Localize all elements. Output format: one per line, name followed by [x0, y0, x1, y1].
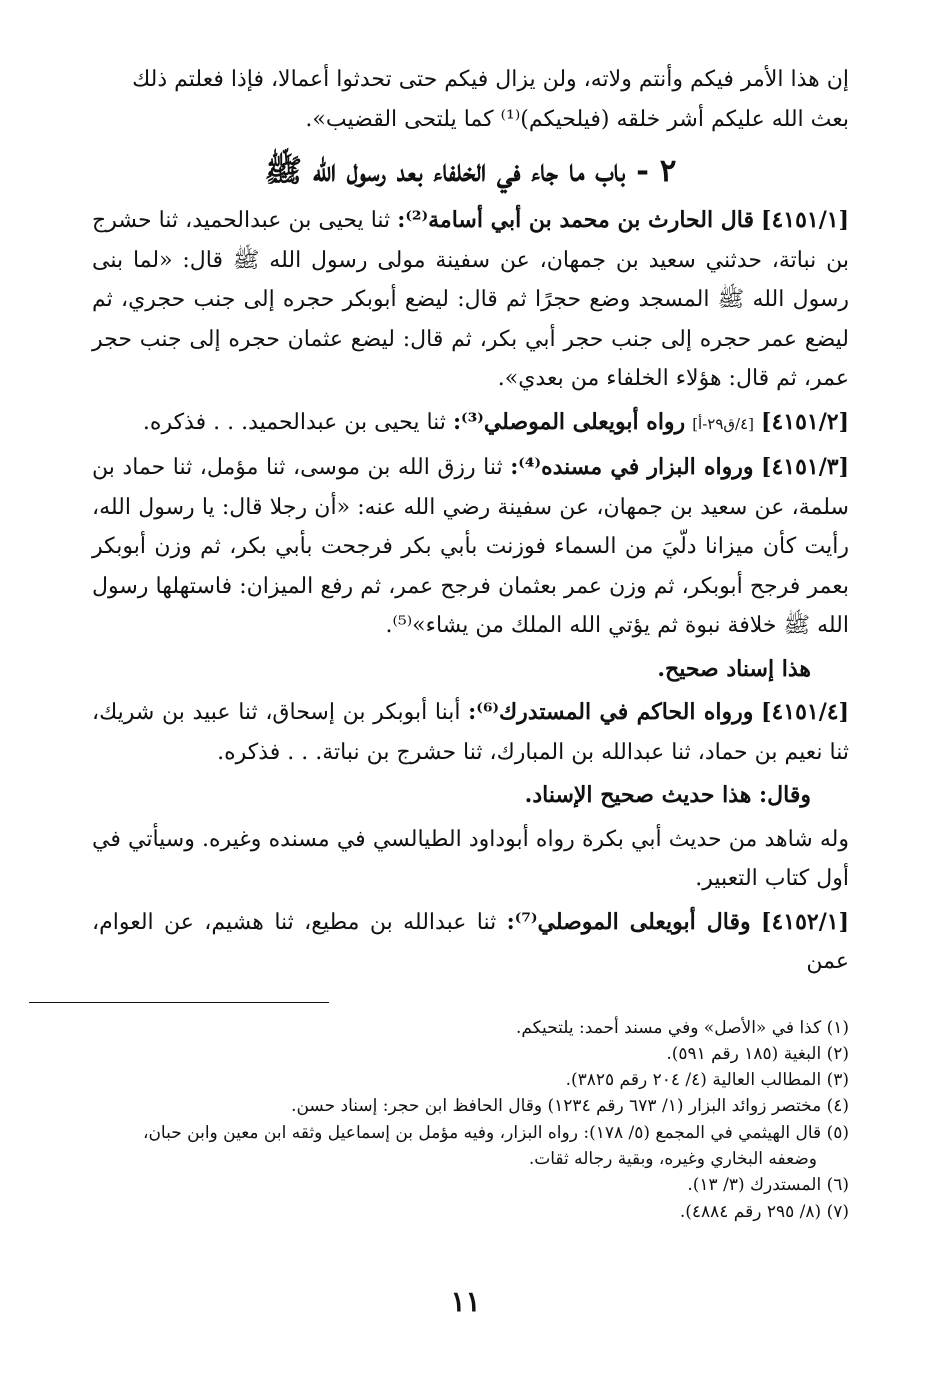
- hadith-4151-3: [92, 448, 849, 646]
- grading-text: وقال: هذا حديث صحيح الإسناد.: [524, 782, 811, 808]
- hadith-text: ثنا عبدالله بن مطيع، ثنا هشيم، عن العوام، عمن: [92, 909, 849, 974]
- grading-note: [92, 650, 849, 690]
- hadith-source: وقال أبويعلى الموصلي⁽⁷⁾:: [506, 908, 751, 935]
- hadith-ref: [٤١٥١/٤]: [761, 699, 850, 725]
- chapter-heading: ٢ - باب ما جاء في الخلفاء بعد رسول الله ﷺ: [264, 153, 677, 189]
- footnote-1: (١) كذا في «الأصل» وفي مسند أحمد: يلتحيكم.: [515, 1017, 849, 1038]
- footnote-5-continued: وضعفه البخاري وغيره، وبقية رجاله ثقات.: [528, 1148, 817, 1169]
- hadith-source: ورواه البزار في مسنده⁽⁴⁾:: [510, 454, 754, 480]
- hadith-source: ورواه الحاكم في المستدرك⁽⁶⁾:: [468, 699, 754, 725]
- grading-note: [92, 776, 849, 816]
- hadith-4151-1: [92, 201, 849, 399]
- hadith-source: قال الحارث بن محمد بن أبي أسامة⁽²⁾:: [397, 207, 754, 233]
- hadith-ref: [٤١٥٢/١]: [761, 908, 849, 935]
- hadith-text: ثنا رزق الله بن موسى، ثنا مؤمل، ثنا حماد بن سلمة، عن سعيد بن جمهان، عن سفينة رضي الله عنه: «أن رجلا قال: يا رسول الله، رأيت كأن ميزانا دلّيَ من السماء فوزنت بأبي بكر فرجحت بأبي بكر، ثم وزن أبوبكر بعمر فرجح أبوبكر، ثم وزن عمر بعثمان فرجح عمر، ثم رفع الميزان: فاستهلها رسول الله ﷺ خلافة نبوة ثم يؤتي الله الملك من يشاء»⁽⁵⁾.: [92, 455, 849, 638]
- hadith-text: ثنا يحيى بن عبدالحميد، ثنا حشرج بن نباتة، حدثني سعيد بن جمهان، عن سفينة مولى رسول الله ﷺ قال: «لما بنى رسول الله ﷺ المسجد وضع حجرًا ثم قال: ليضع أبوبكر حجره إلى جنب حجري، ثم ليضع عمر حجره إلى جنب حجر أبي بكر، ثم قال: ليضع عثمان حجره إلى جنب حجر عمر، ثم قال: هؤلاء الخلفاء من بعدي».: [92, 208, 849, 391]
- hadith-source: رواه أبويعلى الموصلي⁽³⁾:: [452, 408, 686, 435]
- footnote-5: (٥) قال الهيثمي في المجمع (٥/ ١٧٨): رواه البزار، وفيه مؤمل بن إسماعيل وثقه ابن معين وابن حبان،: [142, 1122, 849, 1143]
- footnote-divider: [29, 1002, 329, 1003]
- grading-text: هذا إسناد صحيح.: [657, 655, 811, 682]
- footnotes: [92, 1015, 849, 1225]
- hadith-text: ثنا يحيى بن عبدالحميد. . . فذكره.: [142, 409, 446, 435]
- footnote-6: (٦) المستدرك (٣/ ١٣).: [687, 1175, 849, 1196]
- footnote-7: (٧) (٨/ ٢٩٥ رقم ٤٨٨٤).: [679, 1201, 849, 1222]
- intro-line-1: إن هذا الأمر فيكم وأنتم ولاته، ولن يزال فيكم حتى تحدثوا أعمالا، فإذا فعلتم ذلك: [132, 67, 849, 92]
- hadith-ref: [٤١٥١/٢]: [761, 408, 849, 435]
- intro-line-2: بعث الله عليكم أشر خلقه (فيلحيكم)⁽¹⁾ كما يلتحى القضيب».: [305, 106, 849, 132]
- hadith-4151-4: [92, 693, 849, 772]
- footnote-2: (٢) البغية (١٨٥ رقم ٥٩١).: [666, 1043, 849, 1064]
- hadith-ref: [٤١٥١/٣]: [761, 454, 849, 480]
- hadith-4151-2: [92, 403, 849, 445]
- intro-text: [92, 60, 849, 139]
- hadith-text: أبنا أبوبكر بن إسحاق، ثنا عبيد بن شريك، ثنا نعيم بن حماد، ثنا عبدالله بن المبارك، ثنا حشرج بن نباتة. . . فذكره.: [92, 700, 849, 765]
- folio-marker: [٤/ق٢٩-أ]: [692, 414, 755, 433]
- footnote-4: (٤) مختصر زوائد البزار (١/ ٦٧٣ رقم ١٢٣٤) وقال الحافظ ابن حجر: إسناد حسن.: [291, 1096, 849, 1117]
- witness-note: وله شاهد من حديث أبي بكرة رواه أبوداود الطيالسي في مسنده وغيره. وسيأتي في أول كتاب التعبير.: [92, 826, 849, 891]
- hadith-4152-1: [92, 903, 849, 982]
- page-number: ١١: [450, 1285, 481, 1318]
- hadith-ref: [٤١٥١/١]: [761, 207, 849, 233]
- footnote-3: (٣) المطالب العالية (٤/ ٢٠٤ رقم ٣٨٢٥).: [565, 1070, 849, 1091]
